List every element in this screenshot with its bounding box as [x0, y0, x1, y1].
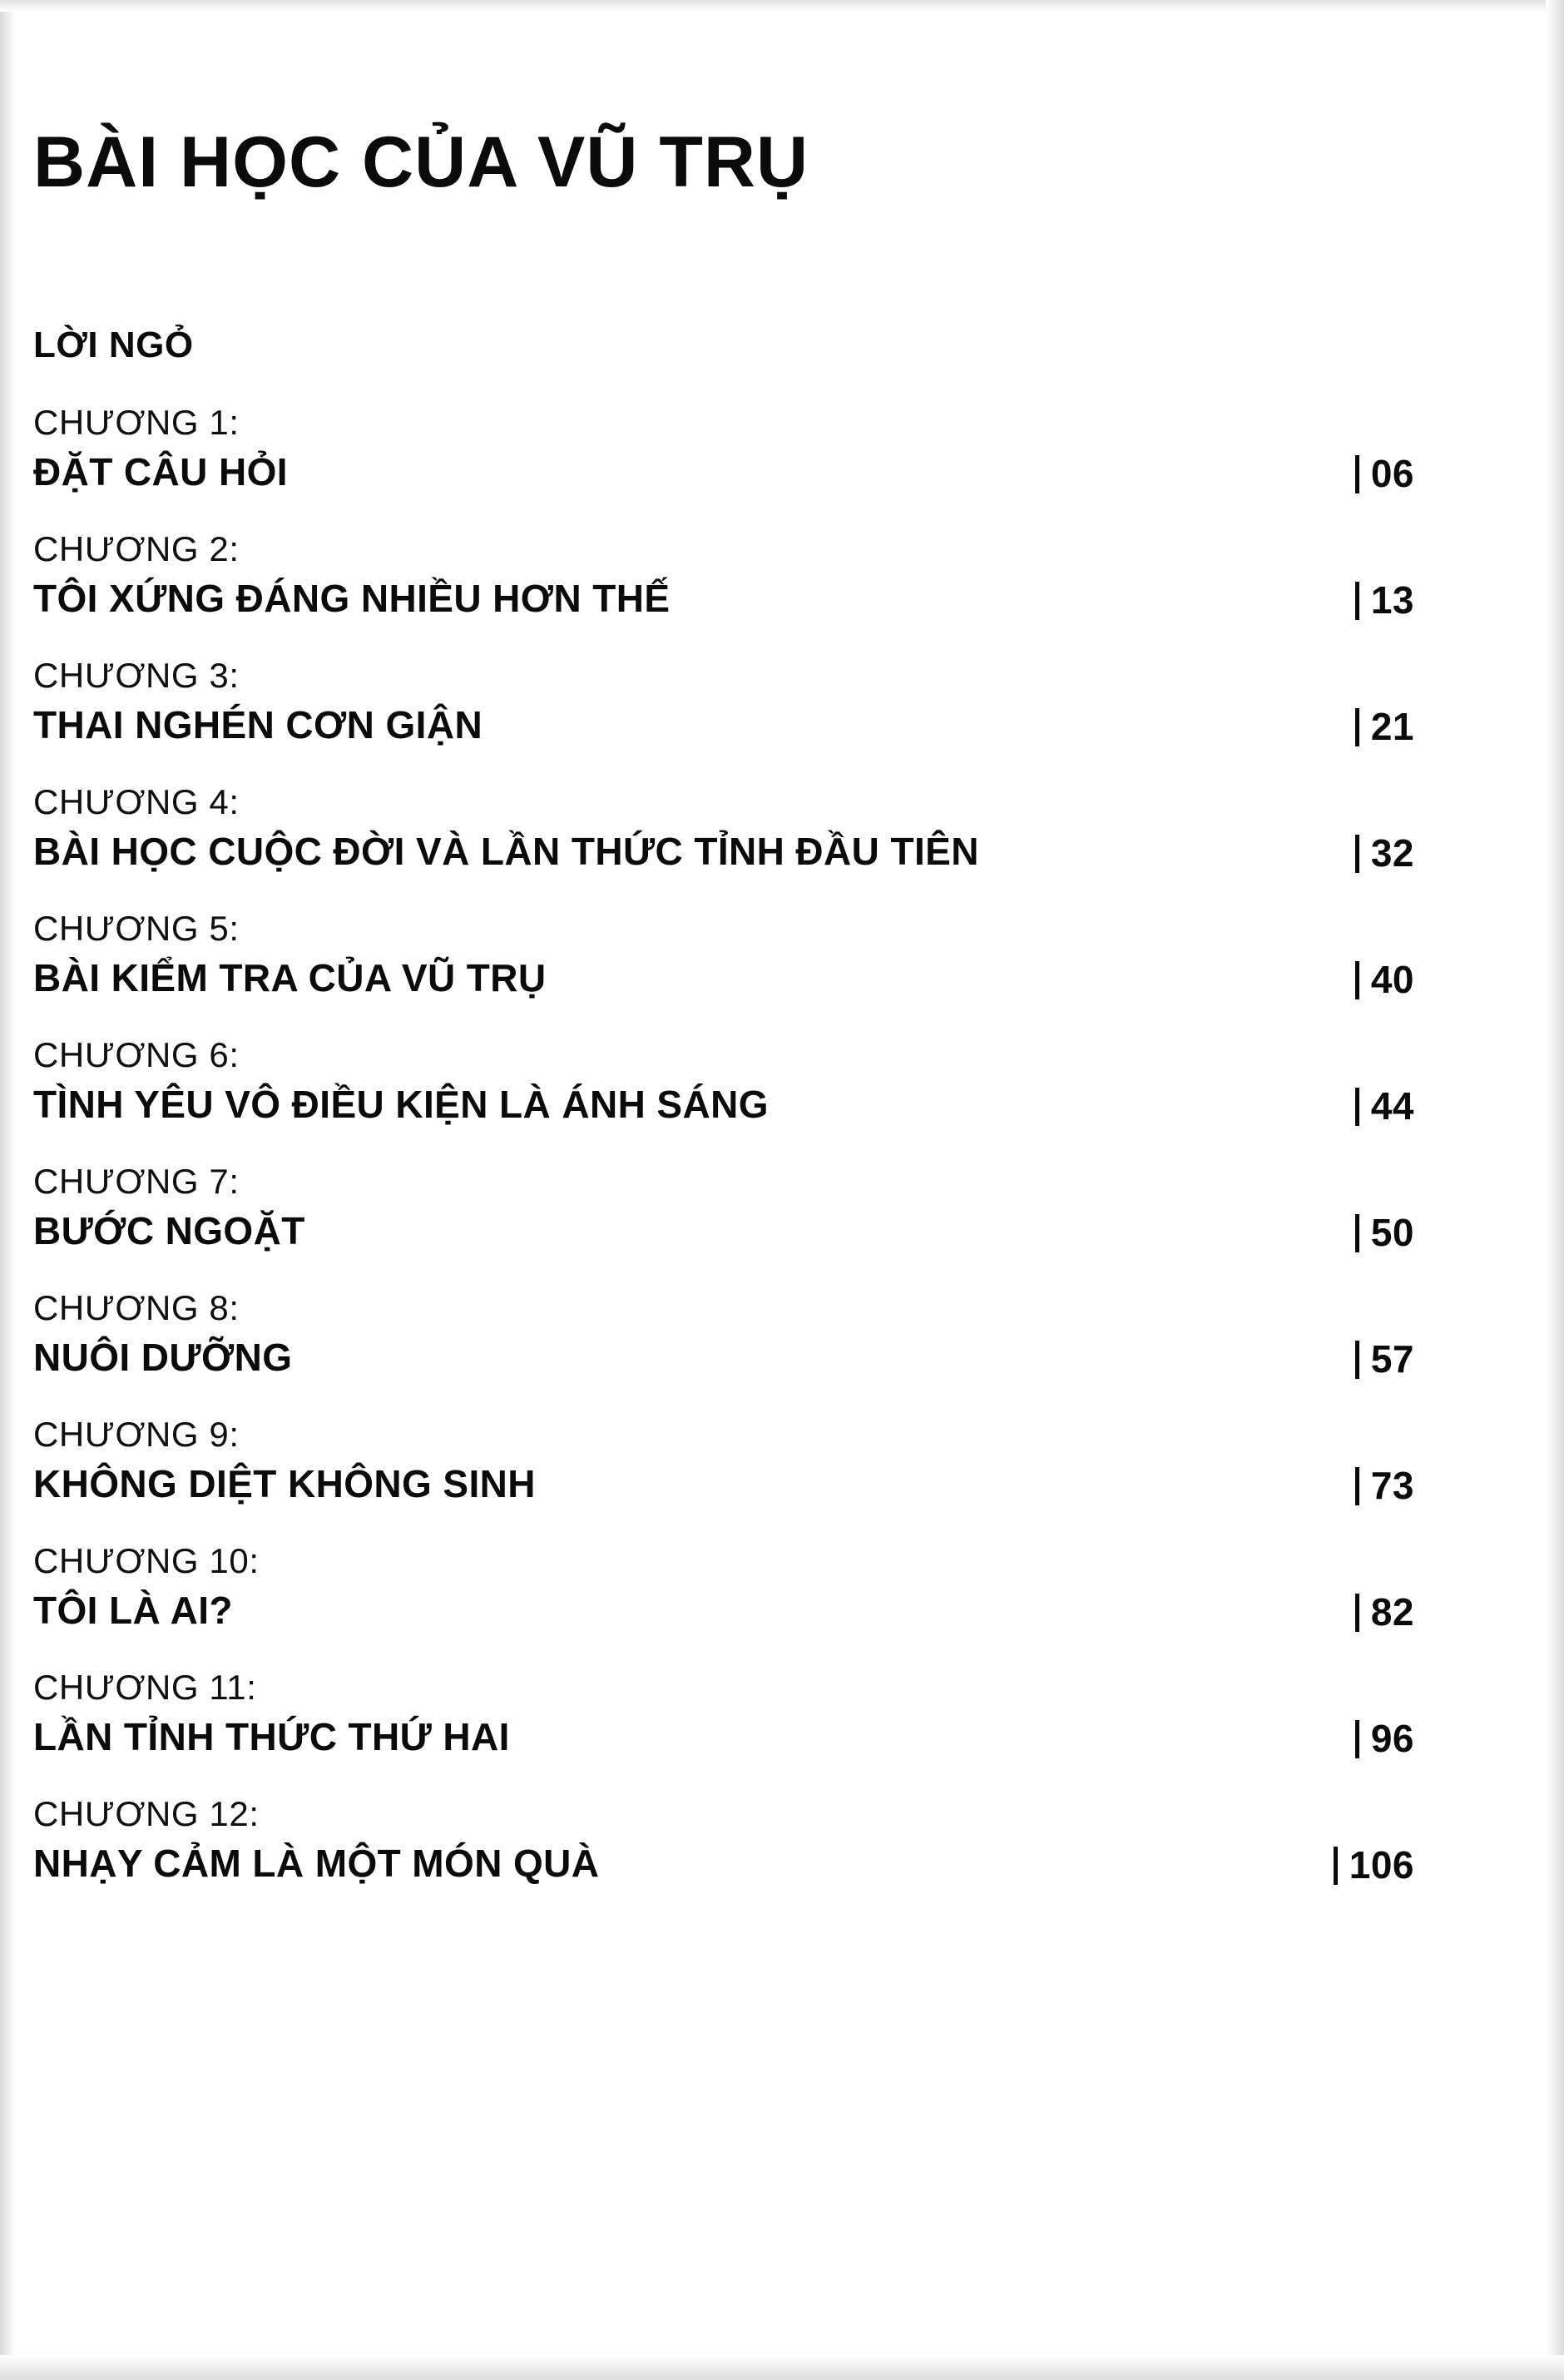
toc-page-number: [1355, 1210, 1414, 1255]
toc-page-number-value: 40: [1370, 958, 1414, 1001]
page-edge-left: [0, 0, 15, 2380]
toc-rule-icon: [1355, 708, 1359, 746]
toc-chapter-label: CHƯƠNG 1:: [33, 403, 240, 442]
toc-chapter-label: CHƯƠNG 7:: [33, 1162, 240, 1201]
toc-chapter-title: BÀI KIỂM TRA CỦA VŨ TRỤ: [33, 955, 547, 999]
toc-chapter-label: CHƯƠNG 5:: [33, 909, 240, 948]
page-title: BÀI HỌC CỦA VŨ TRỤ: [33, 122, 809, 202]
toc-chapter-title: THAI NGHÉN CƠN GIẬN: [33, 702, 483, 746]
toc-rule-icon: [1355, 582, 1359, 620]
toc-chapter-title: BƯỚC NGOẶT: [33, 1208, 305, 1252]
toc-entry: [33, 1034, 1497, 1132]
toc-rule-icon: [1355, 455, 1359, 493]
toc-chapter-title: BÀI HỌC CUỘC ĐỜI VÀ LẦN THỨC TỈNH ĐẦU TIÊN: [33, 829, 979, 873]
toc-chapter-label: CHƯƠNG 4:: [33, 782, 240, 821]
toc-chapter-title: ĐẶT CÂU HỎI: [33, 449, 288, 493]
toc-chapter-title: TÔI XỨNG ĐÁNG NHIỀU HƠN THẾ: [33, 576, 671, 620]
toc-entry: [33, 1160, 1497, 1258]
toc-rule-icon: [1355, 961, 1359, 999]
toc-page-number-value: 57: [1370, 1337, 1414, 1381]
toc-rule-icon: [1355, 1467, 1359, 1505]
toc-page-number-value: 21: [1370, 705, 1414, 748]
toc-rule-icon: [1355, 1088, 1359, 1126]
toc-page-number: [1355, 957, 1414, 1002]
toc-page-number: [1355, 451, 1414, 496]
toc-chapter-label: CHƯƠNG 10:: [33, 1541, 260, 1580]
toc-entry: [33, 1792, 1497, 1891]
toc-page-number-value: 06: [1370, 452, 1414, 495]
table-of-contents: [33, 325, 1497, 1919]
page-content: [33, 0, 1531, 2380]
toc-page-number: [1355, 704, 1414, 749]
toc-chapter-label: CHƯƠNG 8:: [33, 1288, 240, 1327]
toc-chapter-title: TÔI LÀ AI?: [33, 1588, 233, 1632]
toc-chapter-label: CHƯƠNG 6:: [33, 1035, 240, 1074]
toc-chapter-title: NHẠY CẢM LÀ MỘT MÓN QUÀ: [33, 1841, 600, 1885]
toc-entry: [33, 1287, 1497, 1385]
toc-rule-icon: [1355, 1214, 1359, 1252]
toc-entry: [33, 528, 1497, 626]
toc-page-number: [1355, 1336, 1414, 1381]
toc-entry: [33, 781, 1497, 879]
toc-page-number: [1355, 578, 1414, 622]
toc-chapter-title: TÌNH YÊU VÔ ĐIỀU KIỆN LÀ ÁNH SÁNG: [33, 1082, 769, 1126]
toc-chapter-title: LẦN TỈNH THỨC THỨ HAI: [33, 1714, 510, 1758]
toc-page-number: [1355, 1716, 1414, 1761]
toc-chapter-label: CHƯƠNG 9:: [33, 1415, 240, 1454]
toc-entry: [33, 401, 1497, 499]
toc-page-number-value: 96: [1370, 1717, 1414, 1760]
toc-page-number: [1355, 1589, 1414, 1634]
toc-entry: [33, 654, 1497, 752]
page-edge-right: [1546, 0, 1564, 2380]
toc-page-number: [1334, 1842, 1414, 1887]
toc-page-number-value: 106: [1349, 1843, 1414, 1887]
toc-page-number: [1355, 831, 1414, 875]
toc-page-number-value: 82: [1370, 1590, 1414, 1634]
toc-chapter-title: NUÔI DƯỠNG: [33, 1335, 293, 1379]
toc-chapter-title: KHÔNG DIỆT KHÔNG SINH: [33, 1461, 536, 1505]
toc-entry: [33, 1666, 1497, 1764]
toc-entry: [33, 1413, 1497, 1511]
toc-page-number: [1355, 1083, 1414, 1128]
toc-rule-icon: [1334, 1847, 1338, 1885]
toc-chapter-label: CHƯƠNG 2:: [33, 529, 240, 568]
toc-page-number-value: 32: [1370, 831, 1414, 875]
toc-page-number-value: 13: [1370, 578, 1414, 622]
toc-entry: [33, 907, 1497, 1005]
toc-preface-label: LỜI NGỎ: [33, 325, 194, 365]
toc-page-number-value: 50: [1370, 1211, 1414, 1254]
toc-rule-icon: [1355, 1594, 1359, 1632]
toc-rule-icon: [1355, 1341, 1359, 1379]
toc-chapter-label: CHƯƠNG 11:: [33, 1668, 257, 1707]
toc-page-number-value: 73: [1370, 1464, 1414, 1507]
toc-rule-icon: [1355, 835, 1359, 873]
toc-entry: [33, 1540, 1497, 1638]
toc-chapter-label: CHƯƠNG 12:: [33, 1794, 260, 1833]
toc-page-number: [1355, 1463, 1414, 1508]
toc-rule-icon: [1355, 1720, 1359, 1758]
toc-page-number-value: 44: [1370, 1084, 1414, 1128]
toc-chapter-label: CHƯƠNG 3:: [33, 656, 240, 695]
